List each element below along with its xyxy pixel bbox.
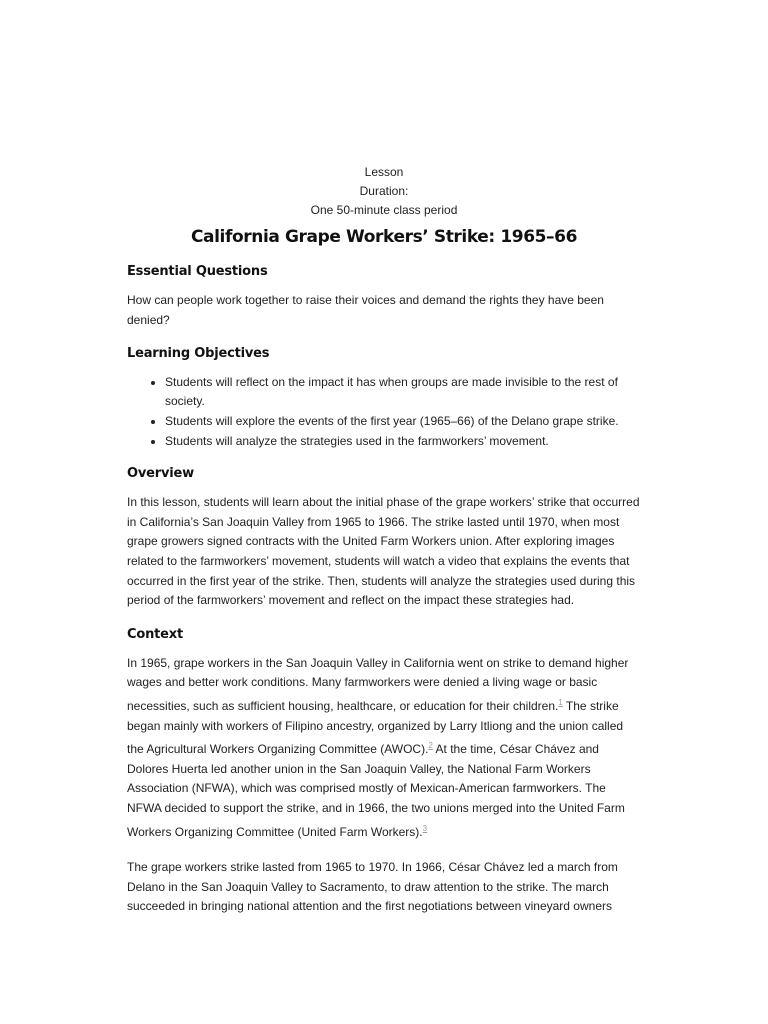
page-title: California Grape Workers’ Strike: 1965–66	[190, 227, 578, 247]
learning-objectives-heading: Learning Objectives	[127, 346, 270, 362]
context-text-part-1: In 1965, grape workers in the San Joaquin Valley in California went on strike to demand higher wages and better work conditions. Many farmworkers were denied a living wage or basic necessities, such as sufficient housing, healthcare, or education for their children.	[127, 655, 629, 713]
essential-questions-section	[127, 264, 641, 330]
learning-objectives-section	[127, 346, 641, 450]
objective-item: • Students will explore the events of the first year (1965–66) of the Delano grape strike.	[165, 412, 641, 431]
essential-questions-text: How can people work together to raise their voices and demand the rights they have been denied?	[127, 293, 604, 327]
context-section	[127, 627, 641, 917]
footnote-link-1[interactable]: 1	[558, 697, 563, 707]
context-paragraph-2: The grape workers strike lasted from 1965 to 1970. In 1966, César Chávez led a march from Delano in the San Joaquin Valley to Sacramento, to draw attention to the strike. The march succeeded in bringing national attention and the first negotiations between vineyard owners	[127, 860, 618, 914]
duration-value: One 50-minute class period	[310, 203, 458, 217]
objective-item: • Students will analyze the strategies used in the farmworkers’ movement.	[165, 432, 641, 451]
lesson-label: Lesson	[364, 165, 404, 179]
context-text-part-2: The strike began mainly with workers of Filipino ancestry, organized by Larry Itliong and the union called the Agricultural Workers Organizing Committee (AWOC).	[127, 698, 624, 757]
duration-label: Duration:	[359, 184, 409, 198]
objective-item: • Students will reflect on the impact it has when groups are made invisible to the rest of society.	[165, 373, 641, 410]
context-heading: Context	[127, 626, 183, 642]
essential-questions-heading: Essential Questions	[127, 264, 268, 279]
overview-heading: Overview	[127, 466, 194, 482]
footnote-link-2[interactable]: 2	[428, 741, 433, 751]
context-text-part-3: At the time, César Chávez and Dolores Huerta led another union in the San Joaquin Valley, the National Farm Workers Association (NFWA), which was comprised mostly of Mexican-American farmworkers. The NFWA decided to support the strike, and in 1966, the two unions merged into the United Farm Workers Organizing Committee (United Farm Workers).	[127, 742, 625, 839]
document-page	[127, 163, 641, 933]
overview-text: In this lesson, students will learn about the initial phase of the grape workers’ strike that occurred in California’s San Joaquin Valley from 1965 to 1966. The strike lasted until 1970, when most grape growers signed contracts with the United Farm Workers union. After exploring images related to the farmworkers’ movement, students will watch a video that explains the events that occurred in the first year of the strike. Then, students will analyze the strategies used during this period of the farmworkers’ movement and reflect on the impact these strategies had.	[127, 495, 640, 608]
context-paragraph-1	[127, 654, 641, 842]
objectives-list	[127, 373, 641, 450]
overview-section	[127, 466, 641, 611]
footnote-link-3[interactable]: 3	[422, 823, 428, 833]
